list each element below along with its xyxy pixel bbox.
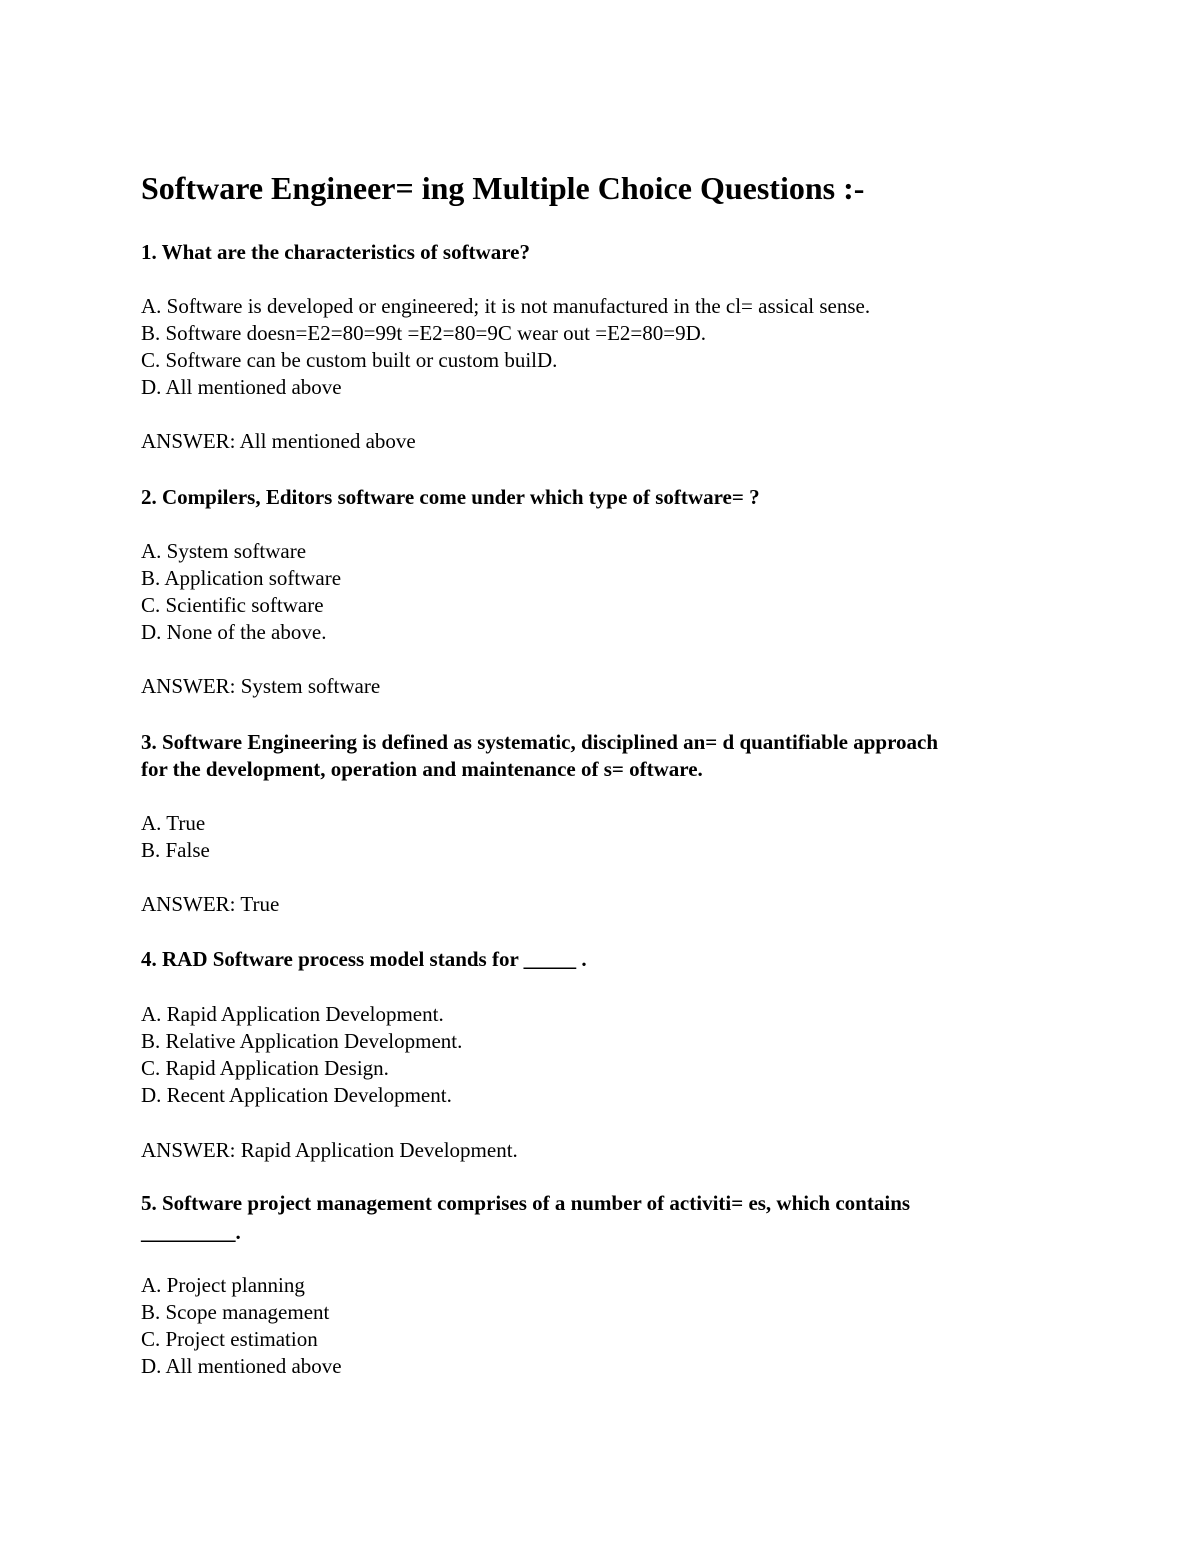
question-1-option-c: C. Software can be custom built or custom builD. xyxy=(141,348,558,372)
question-2-option-a: A. System software xyxy=(141,539,307,563)
question-3-option-a: A. True xyxy=(141,811,206,835)
question-3-option-b: B. False xyxy=(141,838,210,862)
question-2-answer: ANSWER: System software xyxy=(141,674,381,698)
document-title: Software Engineer= ing Multiple Choice Questions :- xyxy=(141,170,865,206)
question-5-text-line-2: _________. xyxy=(141,1220,241,1244)
question-4-text: 4. RAD Software process model stands for _____ . xyxy=(141,947,587,971)
question-5-option-c: C. Project estimation xyxy=(141,1327,318,1351)
question-5-text-line-1: 5. Software project management comprises of a number of activiti= es, which contains xyxy=(141,1191,911,1215)
question-2-option-d: D. None of the above. xyxy=(141,620,327,644)
question-2-text: 2. Compilers, Editors software come under which type of software= ? xyxy=(141,485,760,509)
question-1-answer: ANSWER: All mentioned above xyxy=(141,429,416,453)
question-2-option-c: C. Scientific software xyxy=(141,593,324,617)
question-4-option-d: D. Recent Application Development. xyxy=(141,1083,452,1107)
question-1-option-d: D. All mentioned above xyxy=(141,375,342,399)
question-4-option-a: A. Rapid Application Development. xyxy=(141,1002,444,1026)
question-1-text: 1. What are the characteristics of software? xyxy=(141,240,530,264)
question-4-option-c: C. Rapid Application Design. xyxy=(141,1056,389,1080)
question-1-option-a: A. Software is developed or engineered; it is not manufactured in the cl= assical sense. xyxy=(141,294,871,318)
question-2-option-b: B. Application software xyxy=(141,566,342,590)
question-5-option-a: A. Project planning xyxy=(141,1273,305,1297)
question-4-option-b: B. Relative Application Development. xyxy=(141,1029,463,1053)
question-3-text-line-1: 3. Software Engineering is defined as systematic, disciplined an= d quantifiable approach xyxy=(141,730,939,754)
question-5-option-d: D. All mentioned above xyxy=(141,1354,342,1378)
question-1-option-b: B. Software doesn=E2=80=99t =E2=80=9C wear out =E2=80=9D. xyxy=(141,321,707,345)
question-3-answer: ANSWER: True xyxy=(141,892,280,916)
question-5-option-b: B. Scope management xyxy=(141,1300,330,1324)
question-3-text-line-2: for the development, operation and maintenance of s= oftware. xyxy=(141,757,703,781)
question-4-answer: ANSWER: Rapid Application Development. xyxy=(141,1138,518,1162)
